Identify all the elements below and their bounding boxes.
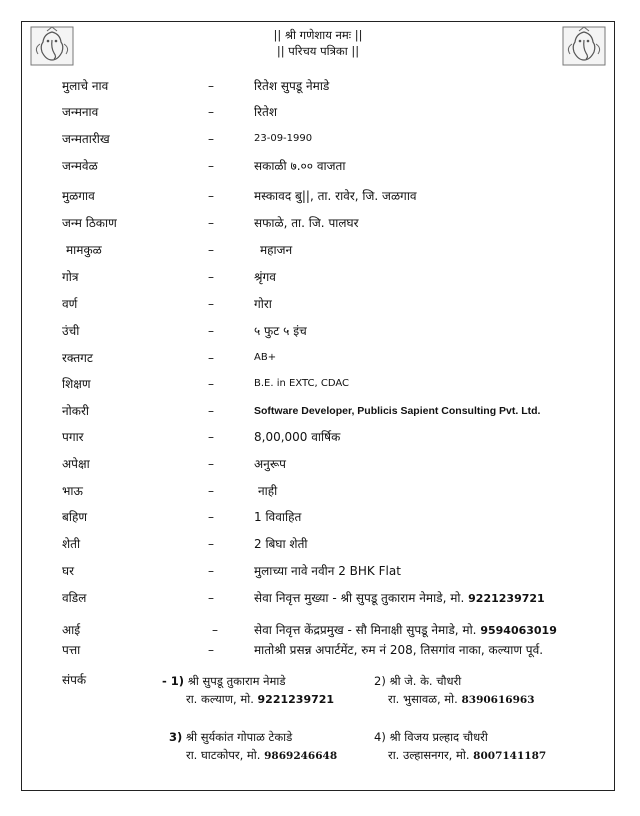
contact-index: 4): [374, 730, 386, 744]
field-row: [22, 78, 614, 100]
contact-index: - 1): [162, 674, 185, 688]
field-label: वर्ण: [62, 297, 78, 311]
biodata-page: [21, 21, 615, 791]
field-label: पत्ता: [62, 643, 81, 657]
separator: –: [208, 537, 214, 551]
field-label: मुळगाव: [62, 189, 95, 203]
separator: –: [208, 105, 214, 119]
field-value: अनुरूप: [254, 457, 286, 471]
contact-phone: 8007141187: [473, 750, 547, 762]
mother-phone: 9594063019: [480, 624, 557, 637]
field-label: जन्म ठिकाण: [62, 216, 117, 230]
separator: –: [208, 564, 214, 578]
field-label: जन्मवेळ: [62, 159, 98, 173]
field-row: [22, 350, 614, 372]
separator: –: [208, 324, 214, 338]
field-label: आई: [62, 623, 81, 637]
father-text: सेवा निवृत्त मुख्या - श्री सुपडू तुकाराम नेमाडे, मो.: [254, 591, 465, 605]
field-row: [22, 188, 614, 210]
separator: –: [208, 189, 214, 203]
field-row: [22, 158, 614, 180]
field-value: सकाळी ७.०० वाजता: [254, 159, 346, 173]
father-row: [22, 590, 614, 612]
field-row: [22, 563, 614, 585]
field-value: रितेश सुपडू नेमाडे: [254, 79, 330, 93]
address-value: मातोश्री प्रसन्न अपार्टमेंट, रुम नं 208, तिसगांव नाका, कल्याण पूर्व.: [254, 643, 544, 657]
field-value: गोरा: [254, 297, 272, 311]
field-value: ५ फुट ५ इंच: [254, 324, 307, 338]
field-label: गोत्र: [62, 270, 79, 284]
document-title: || परिचय पत्रिका ||: [276, 44, 360, 58]
field-label: पगार: [62, 430, 84, 444]
separator: –: [208, 377, 214, 391]
invocation-heading: || श्री गणेशाय नमः ||: [273, 28, 363, 42]
contact-entry: [169, 728, 337, 765]
father-phone: 9221239721: [468, 592, 545, 605]
field-row: [22, 104, 614, 126]
address-row: [22, 642, 614, 664]
separator: –: [208, 79, 214, 93]
field-label: शेती: [62, 537, 81, 551]
field-row: [22, 483, 614, 505]
field-label: मामकुळ: [66, 243, 102, 257]
contact-name: श्री सुर्यकांत गोपाळ टेकाडे: [185, 730, 293, 744]
contact-place: रा. घाटकोपर, मो.: [186, 748, 261, 762]
field-label: जन्मतारीख: [62, 132, 110, 146]
field-row: [22, 456, 614, 478]
separator: –: [208, 484, 214, 498]
field-label: बहिण: [62, 510, 88, 524]
field-label: रक्तगट: [62, 351, 93, 365]
contact-place: रा. उल्हासनगर, मो.: [388, 748, 470, 762]
contact-phone: 9221239721: [257, 693, 335, 706]
mother-value: [254, 622, 557, 639]
field-value: 1 विवाहित: [254, 510, 302, 524]
field-row: [22, 269, 614, 291]
field-value: AB+: [254, 352, 277, 363]
contact-name: श्री जे. के. चौधरी: [389, 674, 462, 688]
field-label: मुलाचे नाव: [62, 79, 109, 93]
mother-row: [22, 622, 614, 644]
separator: –: [208, 457, 214, 471]
mother-text: सेवा निवृत्त केंद्रप्रमुख - सौ मिनाक्षी सुपडू नेमाडे, मो.: [254, 623, 477, 637]
separator: –: [208, 159, 214, 173]
field-label: शिक्षण: [62, 377, 91, 391]
separator: –: [212, 623, 218, 637]
contact-phone: 9869246648: [264, 750, 338, 762]
field-value: B.E. in EXTC, CDAC: [254, 378, 350, 389]
field-value: 2 बिघा शेती: [254, 537, 308, 551]
separator: –: [208, 430, 214, 444]
field-label: अपेक्षा: [62, 457, 90, 471]
contacts-label: संपर्क: [62, 673, 87, 687]
field-value: Software Developer, Publicis Sapient Consulting Pvt. Ltd.: [254, 405, 541, 417]
contact-place: रा. कल्याण, मो.: [186, 692, 254, 706]
contact-phone: 8390616963: [461, 694, 535, 706]
contact-index: 2): [374, 674, 386, 688]
field-row: [22, 403, 614, 425]
separator: –: [208, 591, 214, 605]
field-label: नोकरी: [62, 404, 90, 418]
separator: –: [208, 643, 214, 657]
field-label: जन्मनाव: [62, 105, 99, 119]
contact-entry: [162, 672, 334, 709]
separator: –: [208, 510, 214, 524]
field-row: [22, 242, 614, 264]
field-row: [22, 323, 614, 345]
field-value: मुलाच्या नावे नवीन 2 BHK Flat: [254, 564, 401, 578]
contact-index: 3): [169, 730, 183, 744]
field-row: [22, 296, 614, 318]
field-row: [22, 509, 614, 531]
contact-name: श्री सुपडू तुकाराम नेमाडे: [187, 674, 286, 688]
field-label: उंची: [62, 324, 80, 338]
field-row: [22, 376, 614, 398]
separator: –: [208, 351, 214, 365]
separator: –: [208, 404, 214, 418]
field-label: भाऊ: [62, 484, 83, 498]
field-label: वडिल: [62, 591, 87, 605]
field-value: मस्कावद बु||, ता. रावेर, जि. जळगाव: [254, 189, 417, 203]
field-value: महाजन: [260, 243, 293, 257]
separator: –: [208, 297, 214, 311]
separator: –: [208, 216, 214, 230]
field-row: [22, 215, 614, 237]
separator: –: [208, 132, 214, 146]
field-row: [22, 536, 614, 558]
field-value: श्रृंगव: [254, 270, 276, 284]
contact-place: रा. भुसावळ, मो.: [388, 692, 458, 706]
father-value: [254, 590, 545, 607]
field-value: 23-09-1990: [254, 133, 313, 144]
field-label: घर: [62, 564, 75, 578]
contact-entry: [374, 672, 535, 709]
field-value: 8,00,000 वार्षिक: [254, 430, 341, 444]
contact-entry: [374, 728, 546, 765]
field-value: रितेश: [254, 105, 278, 119]
field-value: सफाळे, ता. जि. पालघर: [254, 216, 359, 230]
separator: –: [208, 270, 214, 284]
field-row: [22, 429, 614, 451]
field-value: नाही: [258, 484, 278, 498]
contact-name: श्री विजय प्रल्हाद चौधरी: [389, 730, 488, 744]
field-row: [22, 131, 614, 153]
separator: –: [208, 243, 214, 257]
